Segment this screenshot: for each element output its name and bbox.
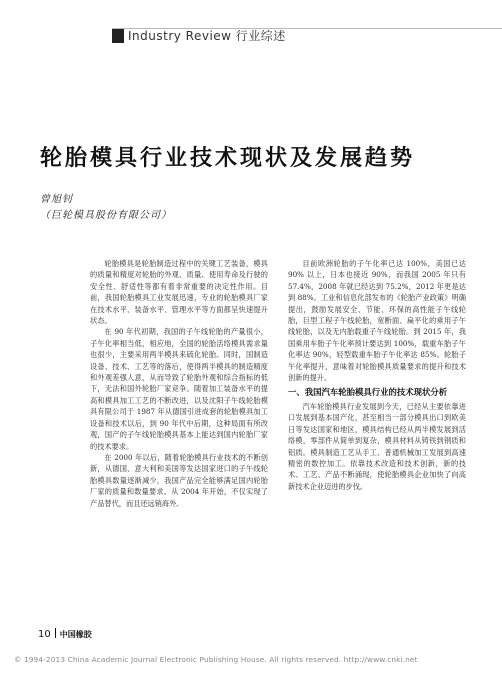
page-number: 10: [38, 629, 51, 640]
section-header: Industry Review 行业综述: [128, 29, 286, 43]
author-name: 曾旭钊: [40, 194, 73, 205]
left-column: [90, 258, 268, 509]
article-title: 轮胎模具行业技术现状及发展趋势: [40, 145, 416, 171]
section-heading: 一、我国汽车轮胎模具行业的技术现状分析: [288, 387, 448, 398]
paragraph: 汽车轮胎模具行业发展到今天，已经从主要依靠进口发展到基本国产化，甚至相当一部分模具出口到欧美日等发达国家和地区，模具结构已经从两半模发展到活络模，零部件从简单到复杂，模具材料从铸铁到钢质和铝质。模具制造工艺从手工、普通机械加工发展到高速精密的数控加工。依靠技术改造和技术创新，新的技术、工艺、产品不断涌现，使轮胎模具企业加快了向高新技术企业迈进的步伐。: [288, 401, 466, 491]
footer-divider: [55, 628, 56, 638]
copyright-notice: © 1994-2013 China Academic Journal Electronic Publishing House. All rights reserved. http://www.cnki.net: [14, 655, 418, 664]
right-column: [288, 258, 466, 492]
paragraph: 目前欧洲轮胎的子午化率已达 100%，美国已达 90% 以上，日本也接近 90%，而我国 2005 年只有 57.4%，2008 年就已经达到 75.2%，2012 年更是达到 88%。工业和信息化部发布的《轮胎产业政策》明确提出，鼓励发展安全、节能、环保的高性能子午线轮胎，巨型工程子午线轮胎，宽断面、扁平化的乘用子午线轮胎，以及无内胎载重子午线轮胎。到 2015 年，我国乘用车胎子午化率预计要达到 100%，载重车胎子午化率达 90%，轻型载重车胎子午化率达 85%。轮胎子午化率提升，意味着对轮胎模具质量要求的提升和技术创新的提升。: [288, 259, 466, 383]
paragraph: 在 90 年代初期，我国的子午线轮胎的产量很小，子午化率相当低，相应地，全国的轮胎活络模具需求量也很少，主要采用两半模具来硫化轮胎。同时，国制造设备、技术、工艺等的落后，使得两半模具的制造精度和外观差强人意，从而导致了轮胎外观和综合指标的低下，无法和国外轮胎厂家竞争。随着加工装备水平的提高和模具加工工艺的不断改进，以及沈阳子午线轮胎模具有限公司于 1987 年从德国引进成套的轮胎模具加工设备和技术以后，到 90 年代中后期，这种局面有所改观，国产的子午线轮胎模具基本上能达到国内轮胎厂家的技术要求。: [90, 327, 268, 451]
header-marker: [112, 29, 124, 43]
author-affiliation: （巨轮模具股份有限公司）: [40, 210, 172, 221]
page-footer: [38, 628, 92, 640]
paragraph: 轮胎模具是轮胎制造过程中的关键工艺装备，模具的质量和精度对轮胎的外观、质量、使用寿命及行驶的安全性、舒适性等都有着非常重要的决定性作用。目前，我国轮胎模具工业发展迅速，专业的轮胎模具厂家在技术水平、装备水平、管理水平等方面都呈快速提升状态。: [90, 259, 268, 326]
journal-name: 中国橡胶: [59, 630, 92, 639]
paragraph: 在 2000 年以后，随着轮胎模具行业技术的不断创新，从德国、意大利和美国等发达国家进口的子午线轮胎模具数量逐渐减少，我国产品完全能够满足国内轮胎厂家的质量和数量要求。从 2004 年开始，不仅实现了产品替代，而且还远销海外。: [90, 452, 268, 508]
